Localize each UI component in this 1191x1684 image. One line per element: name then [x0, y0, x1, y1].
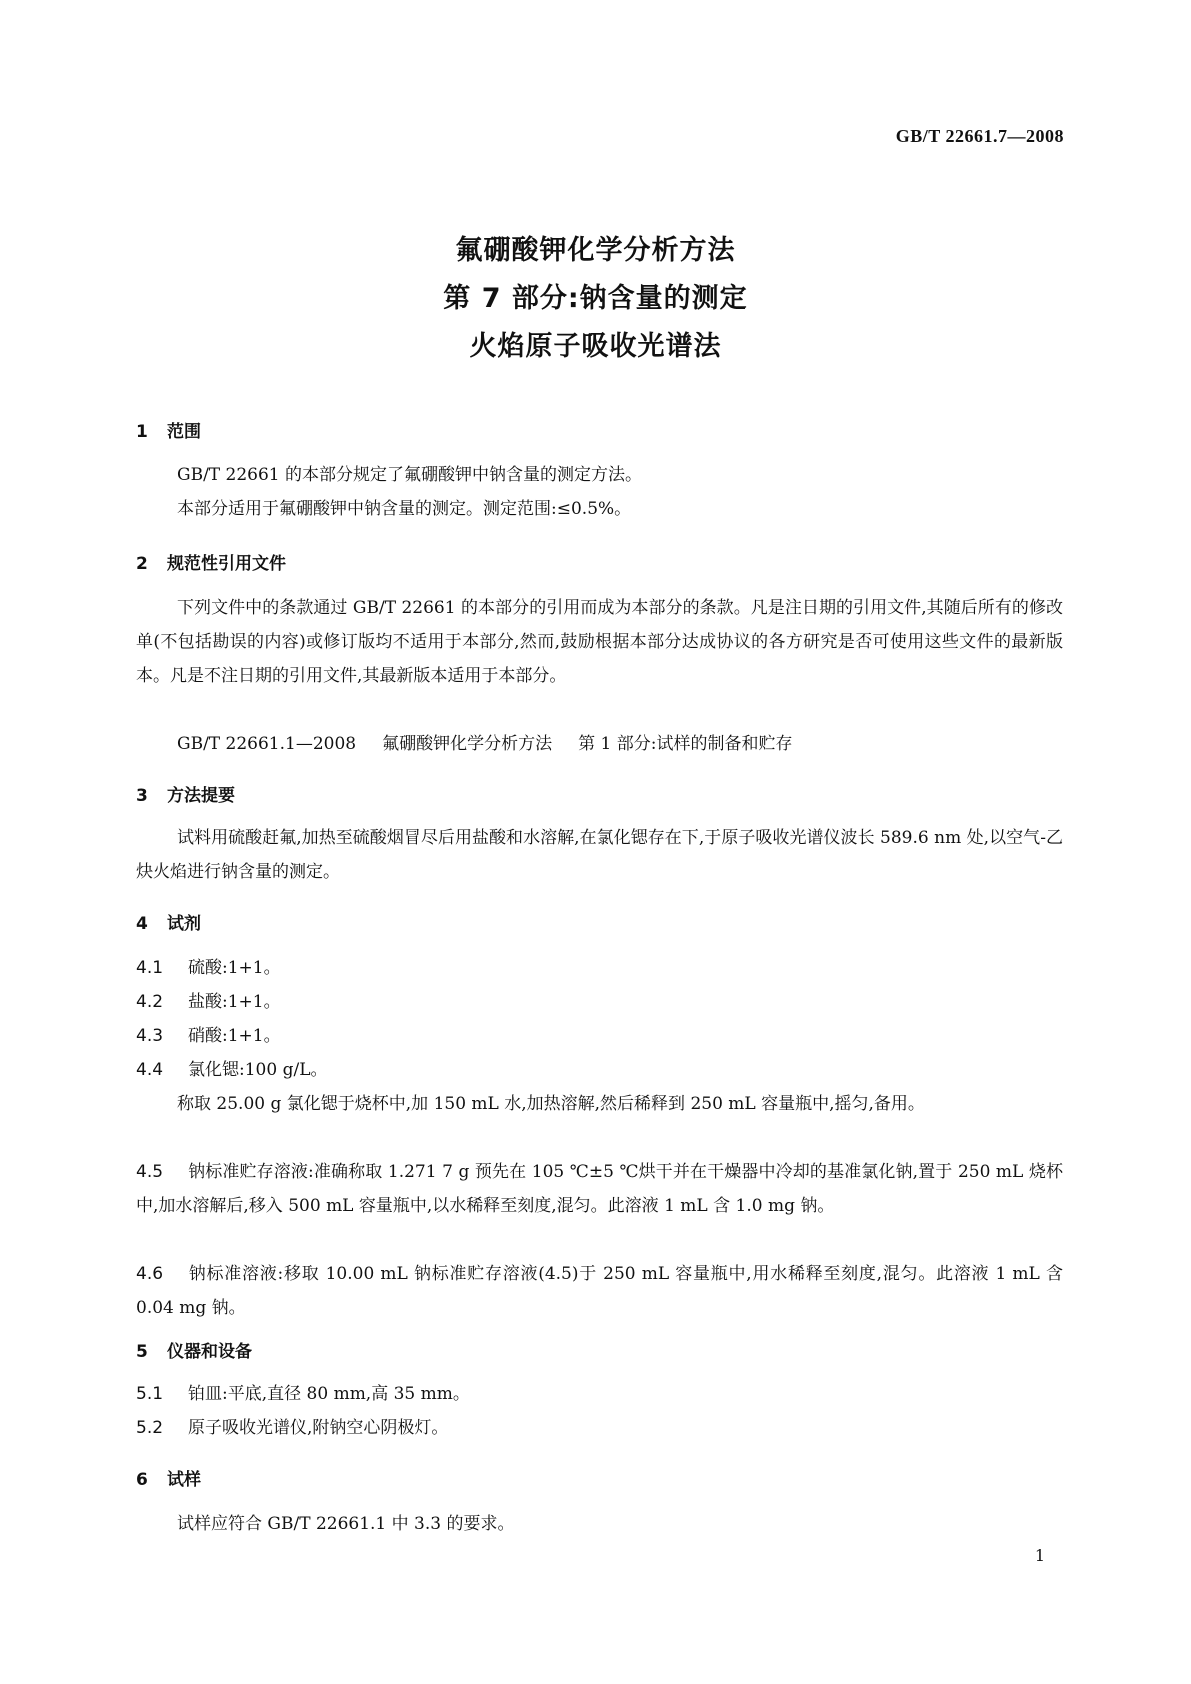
section-number: 6 [136, 1470, 148, 1490]
title-line-3: 火焰原子吸收光谱法 [469, 331, 722, 362]
title-line-1: 氟硼酸钾化学分析方法 [455, 235, 736, 266]
reagent-item: 4.2 盐酸:1+1。 [136, 992, 281, 1012]
document-title [0, 227, 1191, 371]
section-2-paragraph: 下列文件中的条款通过 GB/T 22661 的本部分的引用而成为本部分的条款。凡是注日期的引用文件,其随后所有的修改单(不包括勘误的内容)或修订版均不适用于本部分,然而,鼓励根据本部分达成协议的各方研究是否可使用这些文件的最新版本。凡是不注日期的引用文件,其最新版本适用于本部分。 [136, 598, 1063, 686]
section-6-paragraph: 试样应符合 GB/T 22661.1 中 3.3 的要求。 [177, 1514, 515, 1534]
section-title: 范围 [167, 422, 201, 442]
reagent-item: 4.4 氯化锶:100 g/L。 [136, 1060, 328, 1080]
section-1-heading [136, 417, 201, 442]
title-line-2: 第 7 部分:钠含量的测定 [443, 283, 748, 314]
normative-reference [136, 727, 1063, 761]
section-number: 1 [136, 422, 148, 442]
section-number: 4 [136, 914, 148, 934]
section-1-paragraph-2: 本部分适用于氟硼酸钾中钠含量的测定。测定范围:≤0.5%。 [177, 499, 632, 519]
reagent-item: 4.6 钠标准溶液:移取 10.00 mL 钠标准贮存溶液(4.5)于 250 mL 容量瓶中,用水稀释至刻度,混匀。此溶液 1 mL 含 0.04 mg 钠。 [136, 1264, 1063, 1318]
section-3-heading [136, 781, 235, 806]
apparatus-item: 5.2 原子吸收光谱仪,附钠空心阴极灯。 [136, 1418, 449, 1438]
section-4-heading [136, 909, 201, 934]
section-number: 5 [136, 1342, 148, 1362]
section-6-heading [136, 1465, 201, 1490]
page-number: 1 [1034, 1546, 1045, 1565]
reagent-item: 4.1 硫酸:1+1。 [136, 958, 281, 978]
section-3-paragraph: 试料用硫酸赶氟,加热至硫酸烟冒尽后用盐酸和水溶解,在氯化锶存在下,于原子吸收光谱仪波长 589.6 nm 处,以空气-乙炔火焰进行钠含量的测定。 [136, 828, 1063, 882]
section-number: 3 [136, 786, 148, 806]
section-number: 2 [136, 554, 148, 574]
section-title: 规范性引用文件 [167, 554, 286, 574]
section-2-heading [136, 549, 286, 574]
section-title: 方法提要 [167, 786, 235, 806]
reagent-preparation: 称取 25.00 g 氯化锶于烧杯中,加 150 mL 水,加热溶解,然后稀释到 250 mL 容量瓶中,摇匀,备用。 [177, 1094, 925, 1114]
section-1-paragraph-1: GB/T 22661 的本部分规定了氟硼酸钾中钠含量的测定方法。 [177, 465, 643, 485]
section-title: 试剂 [167, 914, 201, 934]
reference-code: GB/T 22661.1—2008 [177, 734, 357, 754]
reference-title: 氟硼酸钾化学分析方法 [382, 734, 553, 754]
reagent-item: 4.3 硝酸:1+1。 [136, 1026, 281, 1046]
section-title: 试样 [167, 1470, 201, 1490]
reagent-item: 4.5 钠标准贮存溶液:准确称取 1.271 7 g 预先在 105 ℃±5 ℃烘干并在干燥器中冷却的基准氯化钠,置于 250 mL 烧杯中,加水溶解后,移入 500 mL 容量瓶中,以水稀释至刻度,混匀。此溶液 1 mL 含 1.0 mg 钠。 [136, 1162, 1063, 1216]
section-title: 仪器和设备 [167, 1342, 252, 1362]
standard-number: GB/T 22661.7—2008 [895, 126, 1064, 146]
section-5-heading [136, 1337, 252, 1362]
apparatus-item: 5.1 铂皿:平底,直径 80 mm,高 35 mm。 [136, 1384, 470, 1404]
reference-part: 第 1 部分:试样的制备和贮存 [578, 734, 793, 754]
